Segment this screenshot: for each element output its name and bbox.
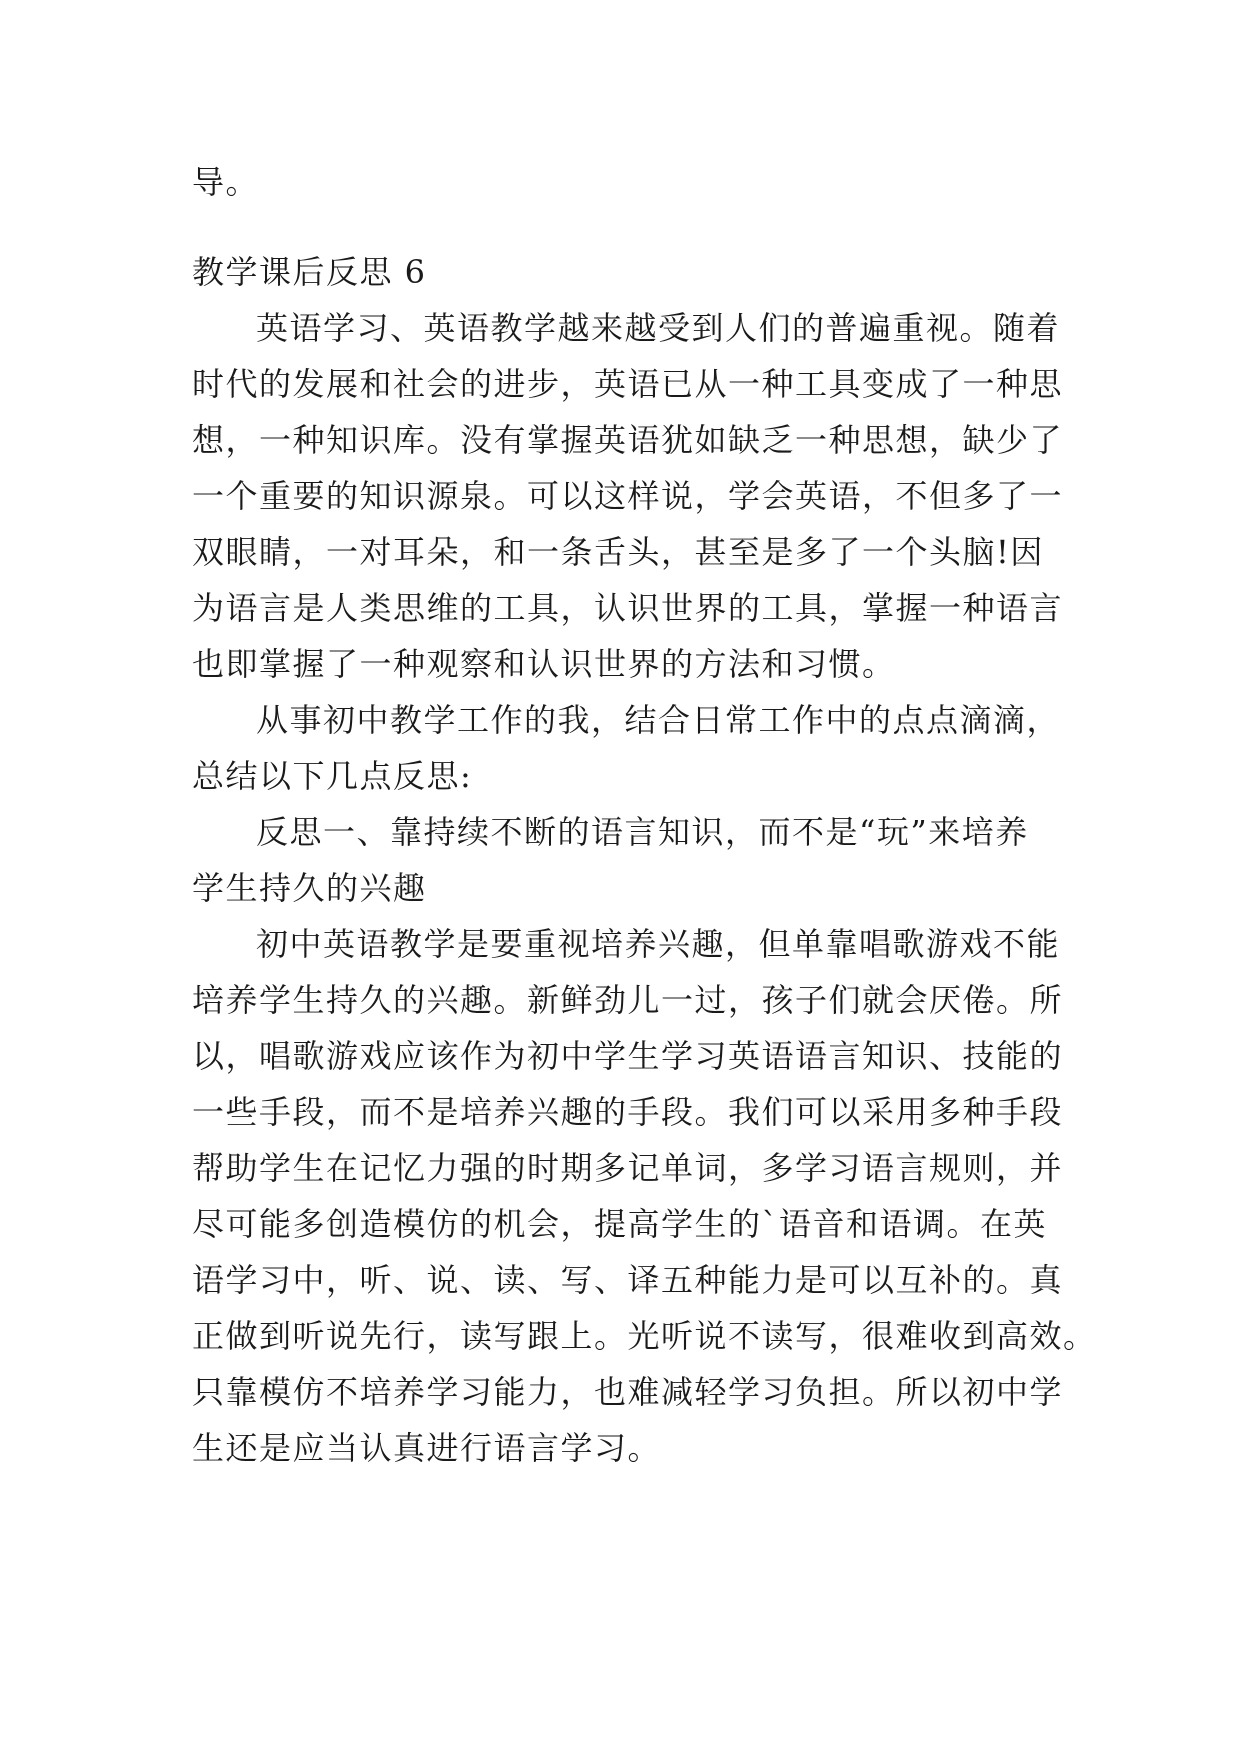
paragraph-line: 为语言是人类思维的工具，认识世界的工具，掌握一种语言 xyxy=(192,589,1064,627)
paragraph-line: 生还是应当认真进行语言学习。 xyxy=(192,1429,662,1467)
paragraph-line: 一个重要的知识源泉。可以这样说，学会英语，不但多了一 xyxy=(192,477,1064,515)
paragraph-line: 双眼睛，一对耳朵，和一条舌头，甚至是多了一个头脑!因 xyxy=(192,533,1044,571)
paragraph-line: 时代的发展和社会的进步，英语已从一种工具变成了一种思 xyxy=(192,365,1064,403)
paragraph-line: 从事初中教学工作的我，结合日常工作中的点点滴滴， xyxy=(256,701,1061,739)
paragraph-line: 正做到听说先行，读写跟上。光听说不读写，很难收到高效。 xyxy=(192,1317,1097,1355)
paragraph-line: 帮助学生在记忆力强的时期多记单词，多学习语言规则，并 xyxy=(192,1149,1064,1187)
paragraph-line-fragment: 导。 xyxy=(192,163,260,201)
paragraph-line: 初中英语教学是要重视培养兴趣，但单靠唱歌游戏不能 xyxy=(256,925,1061,963)
paragraph-line: 只靠模仿不培养学习能力，也难减轻学习负担。所以初中学 xyxy=(192,1373,1064,1411)
paragraph-line: 尽可能多创造模仿的机会，提高学生的`语音和语调。在英 xyxy=(192,1205,1048,1243)
paragraph-line: 总结以下几点反思: xyxy=(192,757,473,795)
paragraph-line: 一些手段，而不是培养兴趣的手段。我们可以采用多种手段 xyxy=(192,1093,1064,1131)
paragraph-line: 想，一种知识库。没有掌握英语犹如缺乏一种思想，缺少了 xyxy=(192,421,1064,459)
section-heading: 教学课后反思 6 xyxy=(192,253,427,291)
subheading-line: 反思一、靠持续不断的语言知识，而不是“玩”来培养 xyxy=(256,813,1029,851)
paragraph-line: 以，唱歌游戏应该作为初中学生学习英语语言知识、技能的 xyxy=(192,1037,1064,1075)
paragraph-line: 英语学习、英语教学越来越受到人们的普遍重视。随着 xyxy=(256,309,1061,347)
paragraph-line: 培养学生持久的兴趣。新鲜劲儿一过，孩子们就会厌倦。所 xyxy=(192,981,1064,1019)
subheading-line: 学生持久的兴趣 xyxy=(192,869,427,907)
paragraph-line: 语学习中，听、说、读、写、译五种能力是可以互补的。真 xyxy=(192,1261,1064,1299)
paragraph-line: 也即掌握了一种观察和认识世界的方法和习惯。 xyxy=(192,645,896,683)
